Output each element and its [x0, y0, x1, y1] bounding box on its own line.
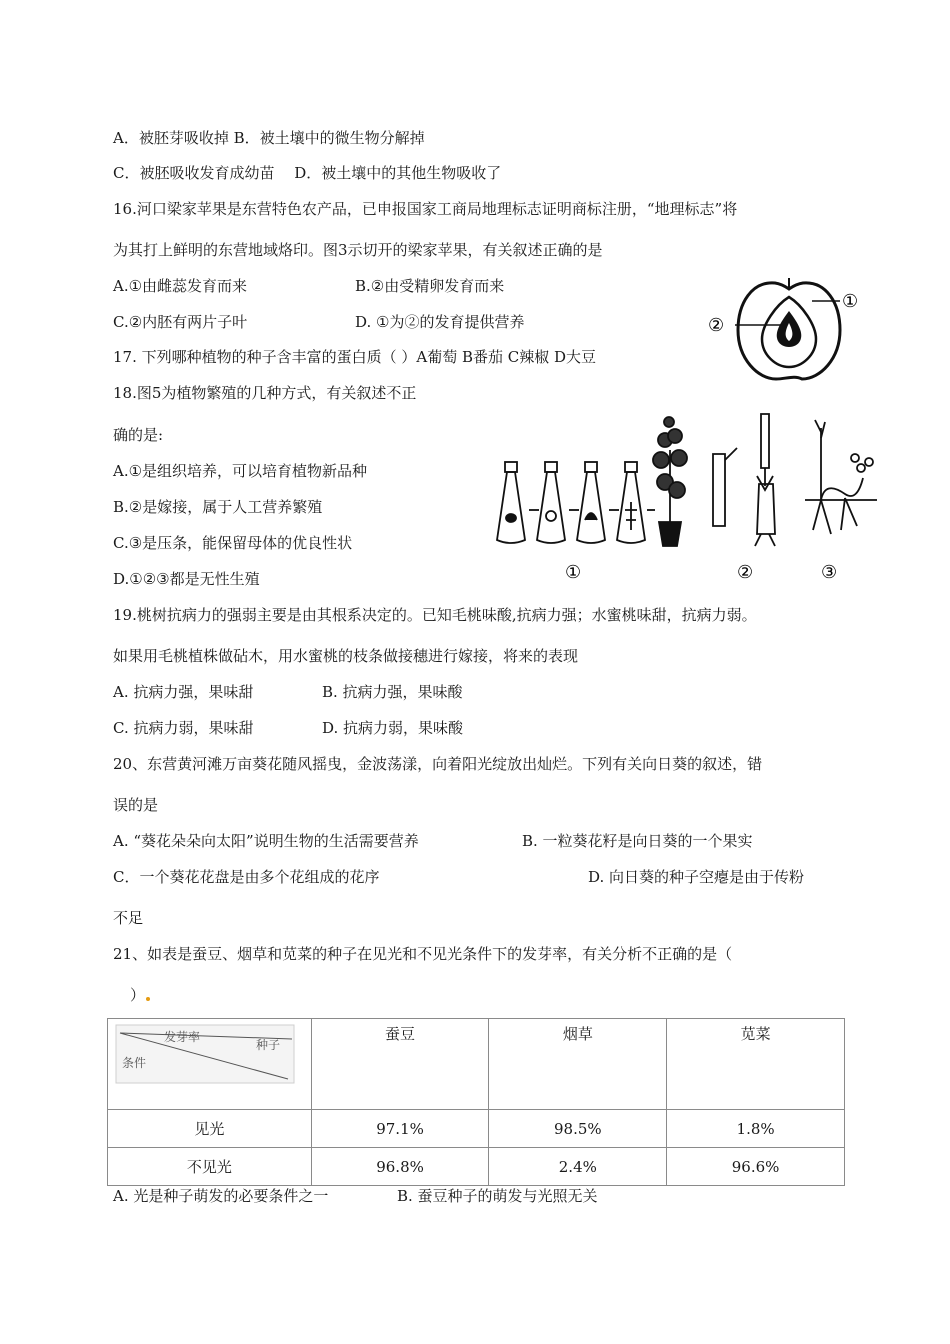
q19-option-c: C. 抗病力弱，果味甜 — [113, 719, 254, 737]
corner-label-rate: 发芽率 — [164, 1030, 201, 1044]
q21-stem-1: 21、如表是蚕豆、烟草和苋菜的种子在见光和不见光条件下的发芽率，有关分析不正确的是（ — [113, 945, 733, 963]
q21-stem-2: ） — [130, 986, 146, 1004]
column-header-tobacco: 烟草 — [489, 1019, 667, 1110]
figure3-label-1: ① — [842, 291, 859, 312]
q20-stem-2: 误的是 — [113, 796, 159, 814]
figure5-propagation-methods — [485, 410, 880, 582]
q16-option-c: C.②内胚有两片子叶 — [113, 313, 248, 331]
q18-stem-2: 确的是: — [113, 426, 164, 444]
q16-stem-2: 为其打上鲜明的东营地域烙印。图3示切开的梁家苹果，有关叙述正确的是 — [113, 241, 603, 259]
q19-stem-2: 如果用毛桃植株做砧木，用水蜜桃的枝条做接穗进行嫁接，将来的表现 — [113, 647, 579, 665]
figure3-apple-cross-section — [700, 275, 890, 385]
table-row — [108, 1148, 845, 1186]
row-label: 见光 — [108, 1110, 312, 1148]
germination-table — [107, 1018, 845, 1186]
grafting-icon — [713, 414, 775, 546]
q18-option-d: D.①②③都是无性生殖 — [113, 570, 260, 588]
row-label: 不见光 — [108, 1148, 312, 1186]
q16-stem-1: 16.河口梁家苹果是东营特色农产品，已申报国家工商局地理标志证明商标注册，“地理标志”将 — [113, 200, 738, 218]
q20-option-b: B. 一粒葵花籽是向日葵的一个果实 — [522, 832, 753, 850]
column-header-broad-bean: 蚕豆 — [311, 1019, 489, 1110]
q18-option-c: C.③是压条，能保留母体的优良性状 — [113, 534, 353, 552]
q20-option-d: D. 向日葵的种子空瘪是由于传粉 — [588, 868, 805, 886]
figure3-label-2: ② — [708, 315, 725, 336]
table-cell: 96.8% — [311, 1148, 489, 1186]
q20-option-d-cont: 不足 — [113, 909, 144, 927]
corner-label-seed: 种子 — [256, 1038, 281, 1052]
q19-option-b: B. 抗病力强，果味酸 — [322, 683, 463, 701]
q20-option-c: C．一个葵花花盘是由多个花组成的花序 — [113, 868, 380, 886]
figure5-label-2: ② — [737, 562, 754, 582]
q21-option-b: B. 蚕豆种子的萌发与光照无关 — [397, 1187, 598, 1205]
table-cell: 1.8% — [667, 1110, 845, 1148]
q15-option-cd: C．被胚吸收发育成幼苗 D．被土壤中的其他生物吸收了 — [113, 164, 502, 182]
figure5-label-3: ③ — [821, 562, 838, 582]
table-cell: 96.6% — [667, 1148, 845, 1186]
table-row — [108, 1110, 845, 1148]
q19-option-d: D. 抗病力弱，果味酸 — [322, 719, 464, 737]
table-corner-cell — [108, 1019, 312, 1110]
q15-option-ab: A．被胚芽吸收掉 B．被土壤中的微生物分解掉 — [113, 129, 425, 147]
q16-option-d: D. ①为②的发育提供营养 — [355, 313, 525, 331]
q17-stem: 17. 下列哪种植物的种子含丰富的蛋白质（ ）A葡萄 B番茄 C辣椒 D大豆 — [113, 348, 597, 366]
table-header-row — [108, 1019, 845, 1110]
layering-icon — [805, 420, 877, 534]
table-cell: 2.4% — [489, 1148, 667, 1186]
diagonal-header — [108, 1019, 312, 1105]
q18-option-b: B.②是嫁接，属于人工营养繁殖 — [113, 498, 323, 516]
q20-stem-1: 20、东营黄河滩万亩葵花随风摇曳，金波荡漾，向着阳光绽放出灿烂。下列有关向日葵的叙述，错 — [113, 755, 763, 773]
q16-option-a: A.①由雌蕊发育而来 — [113, 277, 248, 295]
q18-option-a: A.①是组织培养，可以培育植物新品种 — [113, 462, 368, 480]
q21-option-a: A. 光是种子萌发的必要条件之一 — [113, 1187, 329, 1205]
q19-stem-1: 19.桃树抗病力的强弱主要是由其根系决定的。已知毛桃味酸,抗病力强；水蜜桃味甜，抗病力弱。 — [113, 606, 757, 624]
figure5-label-1: ① — [565, 562, 582, 582]
q18-stem-1: 18.图5为植物繁殖的几种方式，有关叙述不正 — [113, 384, 417, 402]
table-cell: 98.5% — [489, 1110, 667, 1148]
column-header-amaranth: 苋菜 — [667, 1019, 845, 1110]
q20-option-a: A. “葵花朵朵向太阳”说明生物的生活需要营养 — [113, 832, 419, 850]
table-cell: 97.1% — [311, 1110, 489, 1148]
q19-option-a: A. 抗病力强，果味甜 — [113, 683, 254, 701]
tissue-culture-icon — [497, 417, 687, 546]
q16-option-b: B.②由受精卵发育而来 — [355, 277, 505, 295]
corner-label-condition: 条件 — [122, 1056, 147, 1070]
highlight-dot — [146, 997, 150, 1001]
